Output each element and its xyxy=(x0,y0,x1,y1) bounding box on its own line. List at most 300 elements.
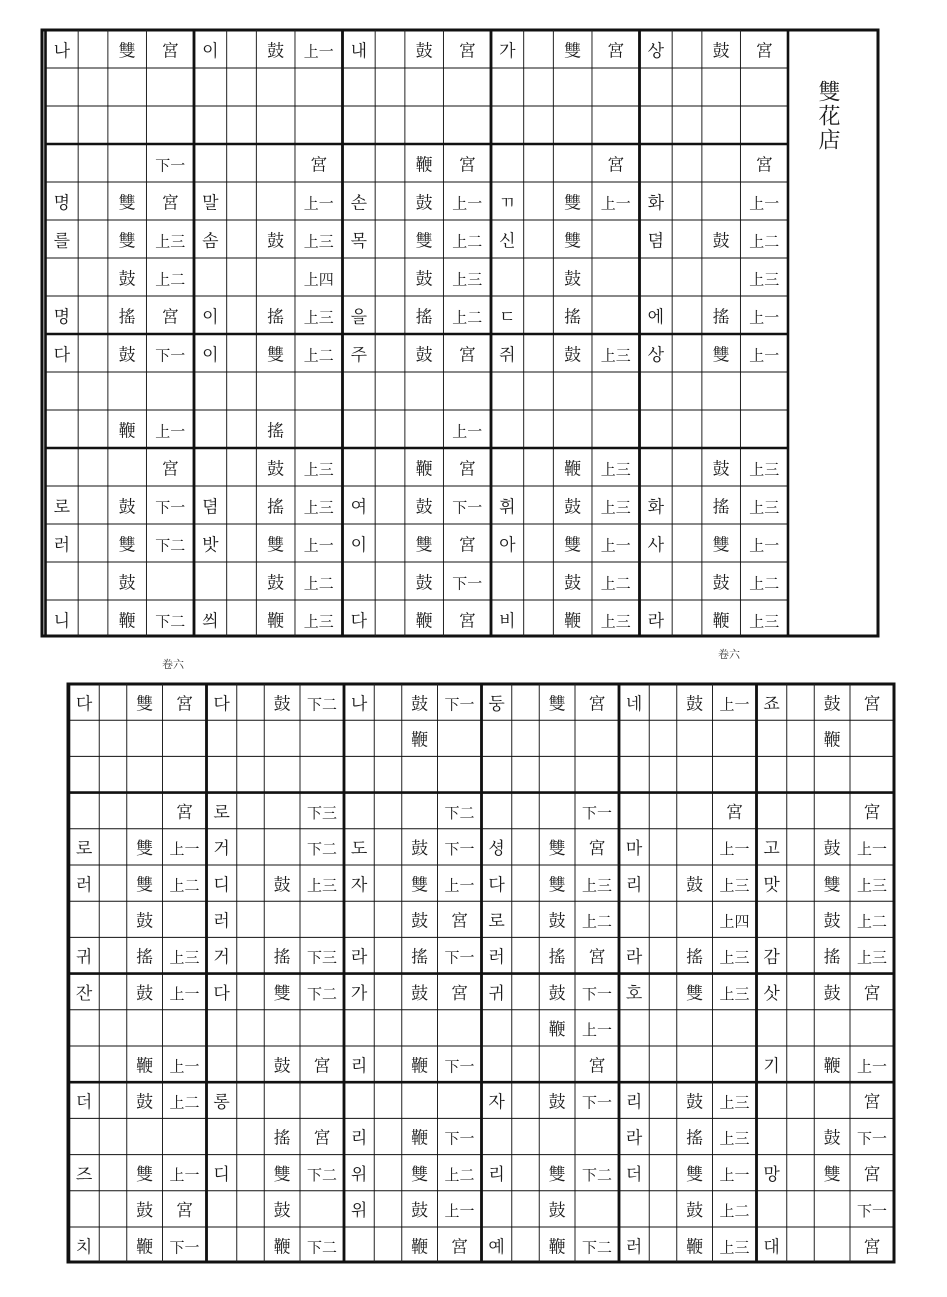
pitch-notation: 下一 xyxy=(444,1057,475,1076)
pitch-notation: 上二 xyxy=(303,574,334,593)
drum-notation: 搖 xyxy=(267,421,285,442)
lyric-syllable: 더 xyxy=(75,1092,93,1113)
lyric-syllable: 둥 xyxy=(488,694,505,715)
pitch-notation: 上一 xyxy=(169,1165,200,1184)
drum-notation: 搖 xyxy=(118,307,136,328)
pitch-notation: 上二 xyxy=(856,912,888,931)
pitch-notation: 上三 xyxy=(581,876,613,895)
drum-notation: 雙 xyxy=(411,1164,429,1185)
lyric-syllable: 주 xyxy=(350,345,368,366)
drum-notation: 鼓 xyxy=(712,573,730,594)
drum-notation: 搖 xyxy=(686,947,704,968)
drum-notation: 鼓 xyxy=(411,911,429,932)
pitch-notation: 上一 xyxy=(444,1202,475,1221)
lyric-syllable: 말 xyxy=(202,193,219,214)
pitch-notation: 上三 xyxy=(303,460,334,479)
score-column xyxy=(344,684,482,1262)
pitch-notation: 上三 xyxy=(306,876,338,895)
lyric-syllable: 죠 xyxy=(763,694,780,715)
drum-notation: 雙 xyxy=(411,875,429,896)
lyric-syllable: 귀 xyxy=(488,983,505,1004)
lyric-syllable: 맛 xyxy=(763,875,780,896)
pitch-notation: 宮 xyxy=(863,983,881,1004)
drum-notation: 鞭 xyxy=(548,1020,566,1041)
page-1 xyxy=(40,28,880,638)
lyric-syllable: 삿 xyxy=(763,983,780,1004)
pitch-notation: 宮 xyxy=(588,839,606,860)
pitch-notation: 上三 xyxy=(719,984,750,1003)
lyric-syllable: 나 xyxy=(350,694,368,715)
lyric-syllable: 자 xyxy=(350,875,368,896)
drum-notation: 鞭 xyxy=(564,611,582,632)
pitch-notation: 宮 xyxy=(755,41,773,62)
lyric-syllable: 로 xyxy=(488,911,505,932)
pitch-notation: 下二 xyxy=(306,695,338,714)
pitch-notation: 宮 xyxy=(161,307,179,328)
drum-notation: 鼓 xyxy=(411,983,429,1004)
pitch-notation: 上三 xyxy=(856,948,888,967)
lyric-syllable: 가 xyxy=(499,41,516,62)
pitch-notation: 下一 xyxy=(856,1202,888,1221)
pitch-notation: 宮 xyxy=(458,345,476,366)
drum-notation: 鞭 xyxy=(712,611,730,632)
pitch-notation: 下一 xyxy=(444,695,475,714)
lyric-syllable: 리 xyxy=(350,1128,368,1149)
pitch-notation: 上一 xyxy=(719,840,750,859)
drum-notation: 鞭 xyxy=(267,611,285,632)
pitch-notation: 宮 xyxy=(451,983,468,1004)
lyric-syllable: 디 xyxy=(213,875,230,896)
pitch-notation: 宮 xyxy=(588,1056,606,1077)
drum-notation: 鼓 xyxy=(118,497,136,518)
drum-notation: 鞭 xyxy=(411,1128,429,1149)
drum-notation: 鞭 xyxy=(136,1056,154,1077)
pitch-notation: 上一 xyxy=(749,194,780,213)
drum-notation: 鼓 xyxy=(273,694,291,715)
drum-notation: 鼓 xyxy=(415,497,433,518)
drum-notation: 雙 xyxy=(273,983,291,1004)
lyric-syllable: 밧 xyxy=(202,535,219,556)
lyric-syllable: 아 xyxy=(499,535,516,556)
drum-notation: 鼓 xyxy=(686,1092,704,1113)
pitch-notation: 宮 xyxy=(313,1128,331,1149)
drum-notation: 雙 xyxy=(712,535,730,556)
pitch-notation: 宮 xyxy=(458,459,476,480)
drum-notation: 鞭 xyxy=(411,730,429,751)
drum-notation: 雙 xyxy=(564,193,582,214)
lyric-syllable: 사 xyxy=(647,535,665,556)
drum-notation: 雙 xyxy=(415,231,433,252)
pitch-notation: 下三 xyxy=(306,948,338,967)
pitch-notation: 上一 xyxy=(600,536,631,555)
lyric-syllable: 이 xyxy=(202,307,219,328)
drum-notation: 鼓 xyxy=(273,1056,291,1077)
lyric-syllable: 을 xyxy=(350,307,368,328)
lyric-syllable: 뎜 xyxy=(647,231,665,252)
drum-notation: 鞭 xyxy=(136,1237,154,1258)
pitch-notation: 宮 xyxy=(607,41,625,62)
lyric-syllable: 고 xyxy=(763,839,780,860)
pitch-notation: 上三 xyxy=(303,612,334,631)
drum-notation: 搖 xyxy=(712,497,730,518)
pitch-notation: 宮 xyxy=(176,1201,193,1222)
pitch-notation: 宮 xyxy=(176,694,193,715)
lyric-syllable: 나 xyxy=(53,41,71,62)
drum-notation: 鞭 xyxy=(411,1237,429,1258)
pitch-notation: 上一 xyxy=(600,194,631,213)
pitch-notation: 上一 xyxy=(303,194,334,213)
lyric-syllable: 거 xyxy=(213,947,230,968)
pitch-notation: 下二 xyxy=(155,536,186,555)
lyric-syllable: 리 xyxy=(625,1092,643,1113)
lyric-syllable: 잔 xyxy=(75,983,93,1004)
pitch-notation: 宮 xyxy=(863,694,881,715)
pitch-notation: 上三 xyxy=(600,460,631,479)
drum-notation: 鞭 xyxy=(411,1056,429,1077)
drum-notation: 鼓 xyxy=(136,1201,154,1222)
pitch-notation: 宮 xyxy=(863,1164,881,1185)
drum-notation: 鼓 xyxy=(823,839,841,860)
lyric-syllable: 기 xyxy=(763,1056,780,1077)
pitch-notation: 宮 xyxy=(310,155,328,176)
lyric-syllable: 감 xyxy=(763,947,780,968)
drum-notation: 雙 xyxy=(273,1164,291,1185)
pitch-notation: 上二 xyxy=(452,232,483,251)
pitch-notation: 上三 xyxy=(155,232,186,251)
pitch-notation: 下一 xyxy=(155,498,186,517)
pitch-notation: 下一 xyxy=(169,1238,200,1257)
pitch-notation: 上一 xyxy=(169,984,200,1003)
lyric-syllable: 망 xyxy=(763,1164,780,1185)
drum-notation: 搖 xyxy=(273,947,291,968)
pitch-notation: 上一 xyxy=(856,840,888,859)
pitch-notation: 宮 xyxy=(451,911,468,932)
pitch-notation: 上二 xyxy=(600,574,631,593)
score-column xyxy=(194,30,343,636)
pitch-notation: 下一 xyxy=(444,840,475,859)
score-column xyxy=(640,30,789,636)
drum-notation: 搖 xyxy=(411,947,429,968)
pitch-notation: 下二 xyxy=(306,1165,338,1184)
drum-notation: 搖 xyxy=(267,307,285,328)
lyric-syllable: 디 xyxy=(213,1164,230,1185)
pitch-notation: 上一 xyxy=(719,695,750,714)
lyric-syllable: 명 xyxy=(53,307,71,328)
pitch-notation: 上二 xyxy=(169,876,200,895)
pitch-notation: 宮 xyxy=(458,535,476,556)
lyric-syllable: 상 xyxy=(647,41,665,62)
pitch-notation: 上三 xyxy=(719,1238,750,1257)
footer-label-left: 卷六 xyxy=(162,658,184,671)
pitch-notation: 上三 xyxy=(719,1093,750,1112)
lyric-syllable: 리 xyxy=(625,875,643,896)
drum-notation: 鼓 xyxy=(118,345,136,366)
drum-notation: 雙 xyxy=(118,231,136,252)
lyric-syllable: 러 xyxy=(53,535,71,556)
drum-notation: 鼓 xyxy=(267,459,285,480)
lyric-syllable: 내 xyxy=(350,41,368,62)
drum-notation: 雙 xyxy=(136,875,154,896)
drum-notation: 雙 xyxy=(118,41,136,62)
drum-notation: 鞭 xyxy=(823,1056,841,1077)
drum-notation: 雙 xyxy=(686,1164,704,1185)
lyric-syllable: 비 xyxy=(499,611,516,632)
pitch-notation: 上三 xyxy=(719,876,750,895)
pitch-notation: 宮 xyxy=(726,802,743,823)
pitch-notation: 上三 xyxy=(452,270,483,289)
drum-notation: 雙 xyxy=(267,345,285,366)
lyric-syllable: 쥐 xyxy=(499,345,516,366)
drum-notation: 鞭 xyxy=(415,459,433,480)
drum-notation: 鼓 xyxy=(136,1092,154,1113)
pitch-notation: 上二 xyxy=(155,270,186,289)
pitch-notation: 下一 xyxy=(581,803,613,822)
pitch-notation: 上二 xyxy=(749,232,780,251)
pitch-notation: 宮 xyxy=(755,155,773,176)
lyric-syllable: 거 xyxy=(213,839,230,860)
drum-notation: 鼓 xyxy=(415,269,433,290)
drum-notation: 雙 xyxy=(415,535,433,556)
drum-notation: 鼓 xyxy=(564,573,582,594)
drum-notation: 鼓 xyxy=(273,875,291,896)
lyric-syllable: 신 xyxy=(499,231,516,252)
pitch-notation: 上一 xyxy=(155,422,186,441)
pitch-notation: 上四 xyxy=(719,912,750,931)
lyric-syllable: 셩 xyxy=(488,839,505,860)
score-column xyxy=(46,30,195,636)
drum-notation: 鞭 xyxy=(823,730,841,751)
pitch-notation: 下一 xyxy=(444,1129,475,1148)
pitch-notation: 下一 xyxy=(581,984,613,1003)
pitch-notation: 宮 xyxy=(458,155,476,176)
drum-notation: 鼓 xyxy=(415,345,433,366)
pitch-notation: 上三 xyxy=(600,498,631,517)
pitch-notation: 宮 xyxy=(863,802,881,823)
drum-notation: 雙 xyxy=(548,875,566,896)
drum-notation: 鼓 xyxy=(686,875,704,896)
drum-notation: 鼓 xyxy=(712,459,730,480)
lyric-syllable: 위 xyxy=(350,1164,368,1185)
drum-notation: 鼓 xyxy=(564,269,582,290)
drum-notation: 搖 xyxy=(823,947,841,968)
lyric-syllable: 화 xyxy=(647,193,665,214)
pitch-notation: 宮 xyxy=(588,947,606,968)
pitch-notation: 宮 xyxy=(458,611,476,632)
pitch-notation: 上二 xyxy=(581,912,613,931)
score-column xyxy=(757,684,895,1262)
lyric-syllable: 러 xyxy=(488,947,505,968)
lyric-syllable: 상 xyxy=(647,345,665,366)
pitch-notation: 上三 xyxy=(303,308,334,327)
lyric-syllable: 다 xyxy=(350,611,368,632)
pitch-notation: 宮 xyxy=(588,694,606,715)
drum-notation: 雙 xyxy=(136,694,154,715)
lyric-syllable: 마 xyxy=(625,839,643,860)
drum-notation: 鼓 xyxy=(686,694,704,715)
drum-notation: 鼓 xyxy=(548,1092,566,1113)
lyric-syllable: 이 xyxy=(202,345,219,366)
pitch-notation: 上一 xyxy=(719,1165,750,1184)
pitch-notation: 上一 xyxy=(856,1057,888,1076)
pitch-notation: 宮 xyxy=(161,193,179,214)
pitch-notation: 上一 xyxy=(452,422,483,441)
pitch-notation: 上三 xyxy=(303,232,334,251)
lyric-syllable: 에 xyxy=(647,307,665,328)
drum-notation: 雙 xyxy=(823,875,841,896)
pitch-notation: 下二 xyxy=(155,612,186,631)
pitch-notation: 上三 xyxy=(169,948,200,967)
pitch-notation: 上一 xyxy=(169,840,200,859)
lyric-syllable: 다 xyxy=(488,875,505,896)
lyric-syllable: 다 xyxy=(213,983,230,1004)
pitch-notation: 下二 xyxy=(306,840,338,859)
pitch-notation: 宮 xyxy=(313,1056,331,1077)
footer-label-right: 卷六 xyxy=(718,648,740,661)
pitch-notation: 下二 xyxy=(306,1238,338,1257)
drum-notation: 雙 xyxy=(823,1164,841,1185)
pitch-notation: 上三 xyxy=(749,498,780,517)
lyric-syllable: 를 xyxy=(53,231,71,252)
score-column xyxy=(207,684,345,1262)
lyric-syllable: 러 xyxy=(625,1237,643,1258)
lyric-syllable: 여 xyxy=(350,497,368,518)
lyric-syllable: 롱 xyxy=(213,1092,230,1113)
drum-notation: 搖 xyxy=(415,307,433,328)
drum-notation: 鼓 xyxy=(415,41,433,62)
drum-notation: 鼓 xyxy=(118,269,136,290)
lyric-syllable: 호 xyxy=(625,983,643,1004)
pitch-notation: 上二 xyxy=(169,1093,200,1112)
pitch-notation: 下三 xyxy=(306,803,338,822)
drum-notation: 鼓 xyxy=(273,1201,291,1222)
drum-notation: 鼓 xyxy=(548,1201,566,1222)
drum-notation: 搖 xyxy=(686,1128,704,1149)
drum-notation: 雙 xyxy=(564,231,582,252)
drum-notation: 搖 xyxy=(136,947,154,968)
lyric-syllable: 라 xyxy=(647,611,665,632)
pitch-notation: 上三 xyxy=(749,612,780,631)
lyric-syllable: 리 xyxy=(488,1164,505,1185)
lyric-syllable: 이 xyxy=(202,41,219,62)
drum-notation: 雙 xyxy=(548,839,566,860)
drum-notation: 雙 xyxy=(136,839,154,860)
drum-notation: 鼓 xyxy=(415,193,433,214)
lyric-syllable: 명 xyxy=(53,193,71,214)
pitch-notation: 宮 xyxy=(161,459,179,480)
drum-notation: 雙 xyxy=(267,535,285,556)
pitch-notation: 下一 xyxy=(155,156,186,175)
pitch-notation: 上四 xyxy=(303,270,334,289)
pitch-notation: 宮 xyxy=(176,802,193,823)
lyric-syllable: ㄲ xyxy=(499,193,516,214)
score-grid-page-2 xyxy=(66,682,896,1264)
pitch-notation: 下二 xyxy=(581,1165,613,1184)
lyric-syllable: 라 xyxy=(625,1128,643,1149)
drum-notation: 鼓 xyxy=(267,231,285,252)
pitch-notation: 上一 xyxy=(303,42,334,61)
lyric-syllable: 다 xyxy=(53,345,71,366)
pitch-notation: 上二 xyxy=(452,308,483,327)
score-column xyxy=(491,30,640,636)
pitch-notation: 上一 xyxy=(581,1021,613,1040)
lyric-syllable: 리 xyxy=(350,1056,368,1077)
pitch-notation: 上三 xyxy=(719,948,750,967)
song-title: 雙花店 xyxy=(815,80,840,152)
drum-notation: 鼓 xyxy=(548,911,566,932)
drum-notation: 鞭 xyxy=(273,1237,291,1258)
pitch-notation: 下二 xyxy=(444,803,475,822)
drum-notation: 鼓 xyxy=(415,573,433,594)
pitch-notation: 下一 xyxy=(452,498,483,517)
lyric-syllable: 러 xyxy=(213,911,230,932)
lyric-syllable: 라 xyxy=(625,947,643,968)
score-column xyxy=(482,684,620,1262)
lyric-syllable: 목 xyxy=(350,231,368,252)
drum-notation: 鼓 xyxy=(686,1201,704,1222)
drum-notation: 鼓 xyxy=(411,694,429,715)
lyric-syllable: ㄷ xyxy=(499,307,516,328)
drum-notation: 鼓 xyxy=(564,497,582,518)
pitch-notation: 下二 xyxy=(581,1238,613,1257)
lyric-syllable: 대 xyxy=(763,1237,780,1258)
pitch-notation: 宮 xyxy=(863,1092,881,1113)
pitch-notation: 宮 xyxy=(161,41,179,62)
drum-notation: 雙 xyxy=(564,41,582,62)
drum-notation: 雙 xyxy=(564,535,582,556)
pitch-notation: 上三 xyxy=(719,1129,750,1148)
pitch-notation: 宮 xyxy=(607,155,625,176)
pitch-notation: 上三 xyxy=(600,346,631,365)
pitch-notation: 上一 xyxy=(444,876,475,895)
lyric-syllable: 귀 xyxy=(75,947,93,968)
drum-notation: 雙 xyxy=(118,535,136,556)
drum-notation: 雙 xyxy=(548,1164,566,1185)
drum-notation: 鞭 xyxy=(118,611,136,632)
pitch-notation: 上三 xyxy=(856,876,888,895)
lyric-syllable: 자 xyxy=(488,1092,505,1113)
lyric-syllable: 로 xyxy=(213,802,230,823)
drum-notation: 鼓 xyxy=(118,573,136,594)
lyric-syllable: 솜 xyxy=(202,231,219,252)
lyric-syllable: 러 xyxy=(75,875,93,896)
drum-notation: 鼓 xyxy=(136,911,154,932)
pitch-notation: 上一 xyxy=(169,1057,200,1076)
lyric-syllable: 다 xyxy=(75,694,93,715)
pitch-notation: 下一 xyxy=(856,1129,888,1148)
lyric-syllable: 라 xyxy=(350,947,368,968)
drum-notation: 鼓 xyxy=(411,1201,429,1222)
pitch-notation: 上三 xyxy=(600,612,631,631)
drum-notation: 鼓 xyxy=(823,911,841,932)
lyric-syllable: 손 xyxy=(350,193,368,214)
drum-notation: 鞭 xyxy=(415,611,433,632)
pitch-notation: 上一 xyxy=(749,308,780,327)
lyric-syllable: 씌 xyxy=(202,611,219,632)
drum-notation: 鼓 xyxy=(136,983,154,1004)
score-grid-page-1 xyxy=(40,28,880,638)
pitch-notation: 宮 xyxy=(458,41,476,62)
pitch-notation: 上三 xyxy=(749,460,780,479)
lyric-syllable: 치 xyxy=(75,1237,93,1258)
pitch-notation: 上二 xyxy=(719,1202,750,1221)
drum-notation: 鼓 xyxy=(712,41,730,62)
lyric-syllable: 가 xyxy=(350,983,368,1004)
pitch-notation: 上二 xyxy=(749,574,780,593)
pitch-notation: 下一 xyxy=(444,948,475,967)
drum-notation: 雙 xyxy=(712,345,730,366)
pitch-notation: 上一 xyxy=(749,536,780,555)
pitch-notation: 下一 xyxy=(581,1093,613,1112)
